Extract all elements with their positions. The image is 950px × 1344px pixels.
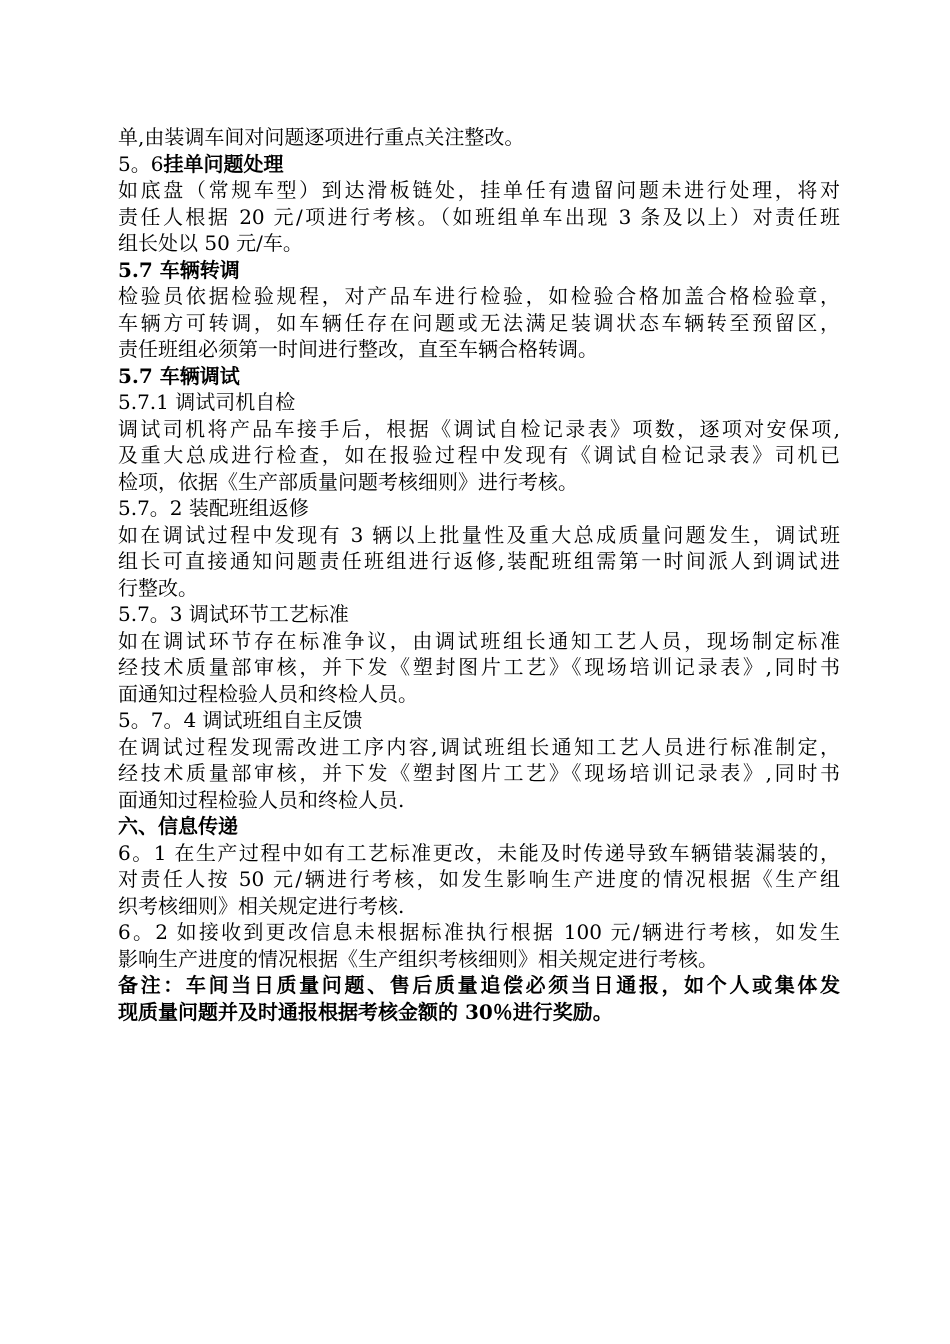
paragraph-line: 6。1 在生产过程中如有工艺标准更改，未能及时传递导致车辆错装漏装的， [118,840,840,865]
paragraph-line: 对责任人按 50 元/辆进行考核，如发生影响生产进度的情况根据《生产组 [118,867,840,891]
paragraph-line: 检验员依据检验规程，对产品车进行检验，如检验合格加盖合格检验章， [118,284,840,308]
paragraph-line: 面通知过程检验人员和终检人员. [118,787,405,812]
paragraph-line: 织考核细则》相关规定进行考核. [118,893,405,918]
note-line: 备注：车间当日质量问题、售后质量追偿必须当日通报，如个人或集体发 [118,973,840,997]
section-heading-5-7-transfer: 5.7 车辆转调 [118,257,240,282]
paragraph-line: 如在调试过程中发现有 3 辆以上批量性及重大总成质量问题发生，调试班 [118,522,840,547]
paragraph-line: 检项，依据《生产部质量问题考核细则》进行考核。 [118,469,578,494]
section-heading-5-6 [118,151,840,178]
paragraph-line: 如在调试环节存在标准争议，由调试班组长通知工艺人员，现场制定标准 [118,628,840,653]
subsection-heading-5-7-2: 5.7。2 装配班组返修 [118,496,309,520]
paragraph-line: 责任人根据 20 元/项进行考核。（如班组单车出现 3 条及以上）对责任班 [118,204,840,229]
paragraph-line: 如底盘（常规车型）到达滑板链处，挂单任有遗留问题未进行处理，将对 [118,178,840,202]
subsection-heading-5-7-3: 5.7。3 调试环节工艺标准 [118,602,349,626]
paragraph-line: 责任班组必须第一时间进行整改，直至车辆合格转调。 [118,337,598,361]
paragraph-line: 经技术质量部审核，并下发《塑封图片工艺》《现场培训记录表》,同时书 [118,655,840,679]
paragraph-line: 6。2 如接收到更改信息未根据标准执行根据 100 元/辆进行考核，如发生 [118,920,840,944]
subsection-heading-5-7-1: 5.7.1 调试司机自检 [118,390,296,414]
paragraph-line: 车辆方可转调，如车辆任存在问题或无法满足装调状态车辆转至预留区， [118,310,840,335]
paragraph-line: 及重大总成进行检查，如在报验过程中发现有《调试自检记录表》司机已 [118,443,840,467]
paragraph-line: 调试司机将产品车接手后，根据《调试自检记录表》项数，逐项对安保项, [118,416,840,441]
note-line: 现质量问题并及时通报根据考核金额的 30％进行奖励。 [118,999,613,1024]
paragraph-line: 组长处以 50 元/车。 [118,231,303,255]
paragraph-line: 组长可直接通知问题责任班组进行返修,装配班组需第一时间派人到调试进 [118,549,840,573]
subsection-heading-5-7-4: 5。7。4 调试班组自主反馈 [118,708,363,732]
paragraph-line: 影响生产进度的情况根据《生产组织考核细则》相关规定进行考核。 [118,946,718,971]
paragraph-line: 在调试过程发现需改进工序内容,调试班组长通知工艺人员进行标准制定， [118,734,840,759]
section-heading-6: 六、信息传递 [118,814,238,838]
paragraph-line: 单,由装调车间对问题逐项进行重点关注整改。 [118,125,525,149]
paragraph-line: 经技术质量部审核，并下发《塑封图片工艺》《现场培训记录表》,同时书 [118,761,840,785]
section-title: 挂单问题处理 [163,151,284,176]
paragraph-line: 面通知过程检验人员和终检人员。 [118,681,418,706]
document-page [118,124,840,1025]
section-number: 5。6 [118,151,164,176]
section-heading-5-7-debug: 5.7 车辆调试 [118,363,240,388]
paragraph-line: 行整改。 [118,575,198,600]
